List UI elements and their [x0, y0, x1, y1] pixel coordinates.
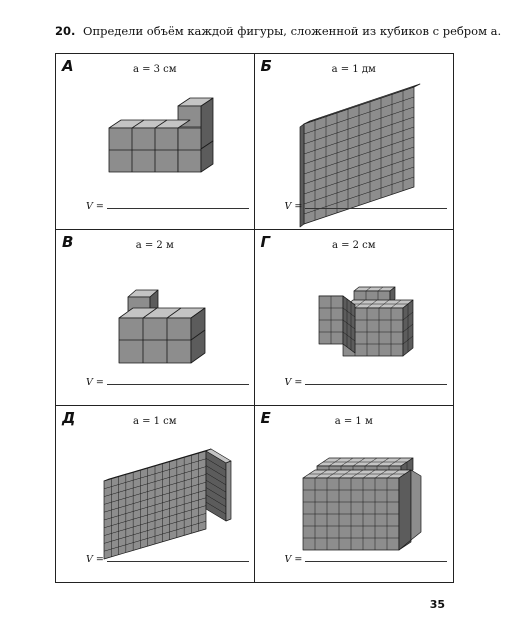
- answer-line[interactable]: [86, 199, 249, 212]
- edge-length: a = 1 см: [132, 416, 177, 427]
- answer-blank[interactable]: [107, 552, 249, 562]
- cell-g: [255, 230, 454, 406]
- edge-length: a = 1 м: [334, 416, 373, 427]
- task-heading: [55, 24, 501, 38]
- volume-label: V =: [86, 201, 104, 212]
- volume-label: V =: [86, 554, 104, 565]
- answer-blank[interactable]: [305, 375, 447, 385]
- answer-line[interactable]: [86, 375, 249, 388]
- cell-letter: А: [62, 57, 74, 75]
- answer-blank[interactable]: [107, 375, 249, 385]
- cell-v: [56, 230, 255, 406]
- answer-line[interactable]: [285, 199, 448, 212]
- answer-blank[interactable]: [107, 199, 249, 209]
- cell-letter: Д: [62, 409, 76, 427]
- cell-letter: В: [62, 233, 74, 251]
- edge-length: a = 3 см: [132, 64, 177, 75]
- cell-letter: Е: [260, 409, 271, 427]
- edge-length: a = 1 дм: [331, 64, 376, 75]
- edge-length: a = 2 м: [135, 240, 174, 251]
- task-text: Определи объём каждой фигуры, сложенной из кубиков с ребром a.: [83, 24, 502, 38]
- cell-a: [56, 54, 255, 230]
- cell-e: [255, 406, 454, 582]
- answer-blank[interactable]: [305, 552, 447, 562]
- volume-label: V =: [284, 377, 303, 388]
- cell-letter: Б: [260, 57, 272, 75]
- volume-label: V =: [284, 201, 303, 212]
- answer-line[interactable]: [285, 552, 448, 565]
- page-number: 35: [429, 598, 445, 611]
- cell-d: [56, 406, 255, 582]
- cell-letter: Г: [260, 233, 271, 251]
- edge-length: a = 2 см: [331, 240, 376, 251]
- answer-blank[interactable]: [305, 199, 447, 209]
- answer-line[interactable]: [86, 552, 249, 565]
- volume-label: V =: [86, 377, 104, 388]
- cell-b: [255, 54, 454, 230]
- answer-line[interactable]: [285, 375, 448, 388]
- figures-grid: [55, 53, 454, 583]
- volume-label: V =: [284, 554, 303, 565]
- task-number: 20.: [55, 24, 76, 38]
